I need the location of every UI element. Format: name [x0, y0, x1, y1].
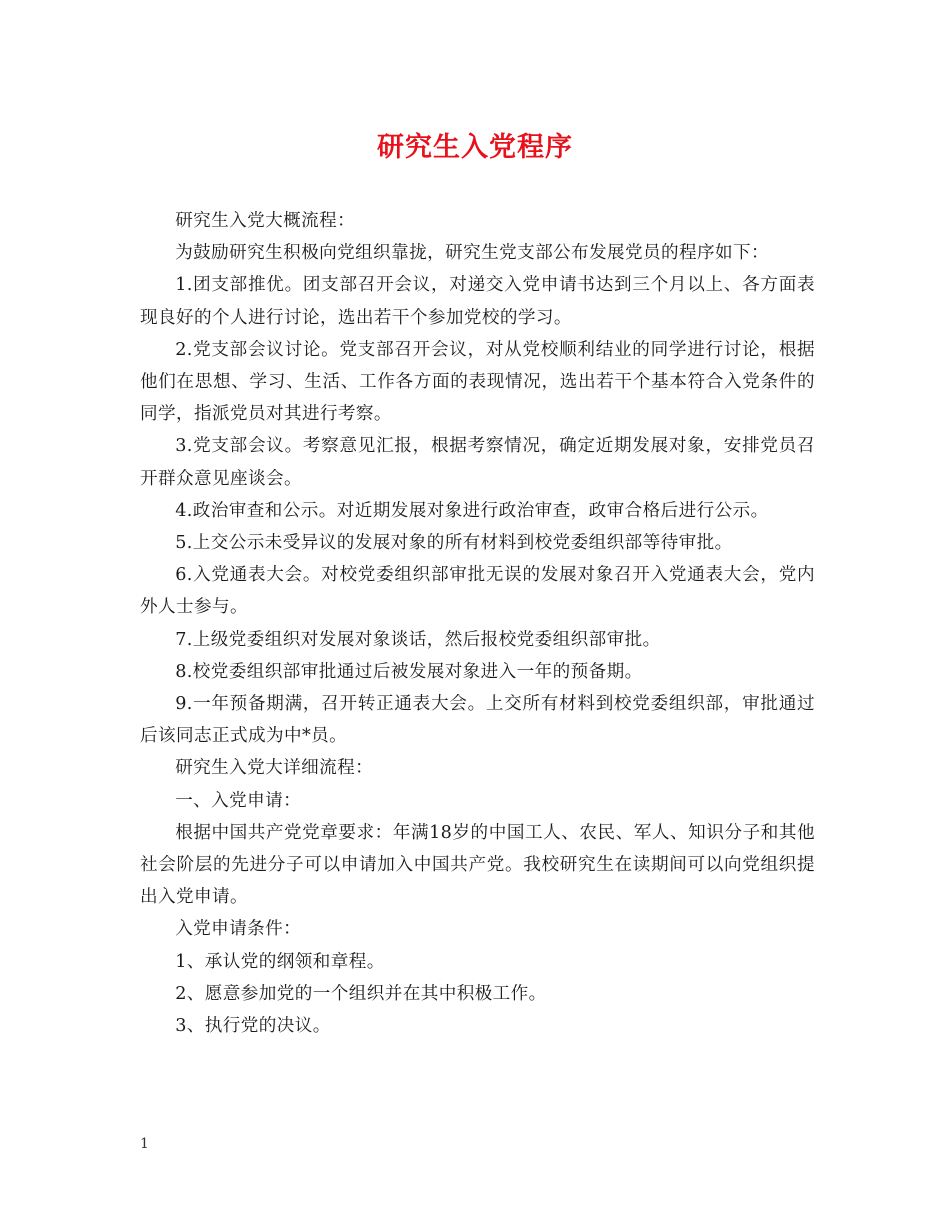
paragraph: 根据中国共产党党章要求：年满18岁的中国工人、农民、军人、知识分子和其他社会阶层的先进分子可以申请加入中国共产党。我校研究生在读期间可以向党组织提出入党申请。: [140, 822, 815, 908]
paragraph: 3.党支部会议。考察意见汇报，根据考察情况，确定近期发展对象，安排党员召开群众意见座谈会。: [140, 436, 815, 489]
paragraph: 1.团支部推优。团支部召开会议，对递交入党申请书达到三个月以上、各方面表现良好的个人进行讨论，选出若干个参加党校的学习。: [140, 275, 815, 328]
document-body: [140, 205, 815, 1042]
paragraph: 研究生入党大详细流程：: [175, 758, 374, 779]
paragraph: 4.政治审查和公示。对近期发展对象进行政治审查，政审合格后进行公示。: [175, 500, 769, 521]
page-number: 1: [140, 1136, 149, 1152]
document-title: 研究生入党程序: [377, 132, 573, 163]
paragraph: 8.校党委组织部审批通过后被发展对象进入一年的预备期。: [175, 661, 643, 682]
paragraph: 7.上级党委组织对发展对象谈话，然后报校党委组织部审批。: [175, 629, 661, 650]
paragraph: 2.党支部会议讨论。党支部召开会议，对从党校顺利结业的同学进行讨论，根据他们在思想、学习、生活、工作各方面的表现情况，选出若干个基本符合入党条件的同学，指派党员对其进行考察。: [140, 339, 815, 425]
paragraph: 2、愿意参加党的一个组织并在其中积极工作。: [175, 983, 547, 1004]
paragraph: 为鼓励研究生积极向党组织靠拢，研究生党支部公布发展党员的程序如下：: [175, 243, 769, 264]
paragraph: 3、执行党的决议。: [175, 1016, 331, 1037]
paragraph: 6.入党通表大会。对校党委组织部审批无误的发展对象召开入党通表大会，党内外人士参与。: [140, 565, 815, 618]
paragraph: 5.上交公示未受异议的发展对象的所有材料到校党委组织部等待审批。: [175, 533, 733, 554]
paragraph: 研究生入党大概流程：: [175, 211, 356, 231]
paragraph: 9.一年预备期满，召开转正通表大会。上交所有材料到校党委组织部，审批通过后该同志正式成为中*员。: [140, 694, 815, 747]
paragraph: 入党申请条件：: [175, 919, 302, 940]
paragraph: 一、入党申请：: [175, 790, 302, 811]
paragraph: 1、承认党的纲领和章程。: [175, 951, 385, 972]
